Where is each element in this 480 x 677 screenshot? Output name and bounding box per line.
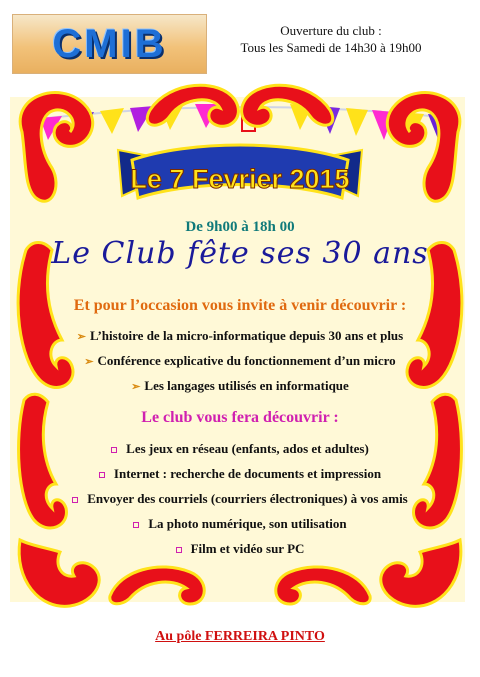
venue: Au pôle FERREIRA PINTO: [155, 629, 325, 644]
invite-heading: Et pour l’occasion vous invite à venir découvrir :: [73, 297, 407, 314]
list-item: La photo numérique, son utilisation: [0, 511, 480, 536]
square-bullet-icon: [99, 472, 105, 478]
arrow-icon: ➢: [131, 381, 141, 393]
top-left-swirl: [20, 93, 93, 202]
arrow-icon: ➢: [76, 331, 86, 343]
discover-list: [0, 436, 480, 561]
square-bullet-icon: [176, 547, 182, 553]
square-bullet-icon: [133, 522, 139, 528]
list-item: Film et vidéo sur PC: [0, 536, 480, 561]
list-item: ➢ Conférence explicative du fonctionnement d’un micro: [84, 353, 396, 368]
list-item: Internet : recherche de documents et impression: [0, 461, 480, 486]
list-item: ➢ L’histoire de la micro-informatique depuis 30 ans et plus: [76, 328, 404, 343]
headline: Le Club fête ses 30 ans: [51, 236, 429, 271]
top-right-swirl: [387, 93, 460, 202]
logo-text: CMIB: [52, 21, 167, 66]
discover-heading: Le club vous fera découvrir :: [141, 409, 339, 426]
event-hours: De 9h00 à 18h 00: [185, 219, 295, 235]
opening-line-2: Tous les Samedi de 14h30 à 19h00: [240, 40, 422, 55]
list-item: Envoyer des courriels (courriers électroniques) à vos amis: [0, 486, 480, 511]
list-item: ➢ Les langages utilisés en informatique: [131, 378, 349, 393]
square-bullet-icon: [111, 447, 117, 453]
arrow-icon: ➢: [84, 356, 94, 368]
invite-list: [0, 323, 480, 398]
list-item: Les jeux en réseau (enfants, ados et adultes): [0, 436, 480, 461]
opening-line-1: Ouverture du club :: [280, 23, 382, 38]
event-date: Le 7 Fevrier 2015: [130, 164, 350, 194]
square-bullet-icon: [72, 497, 78, 503]
